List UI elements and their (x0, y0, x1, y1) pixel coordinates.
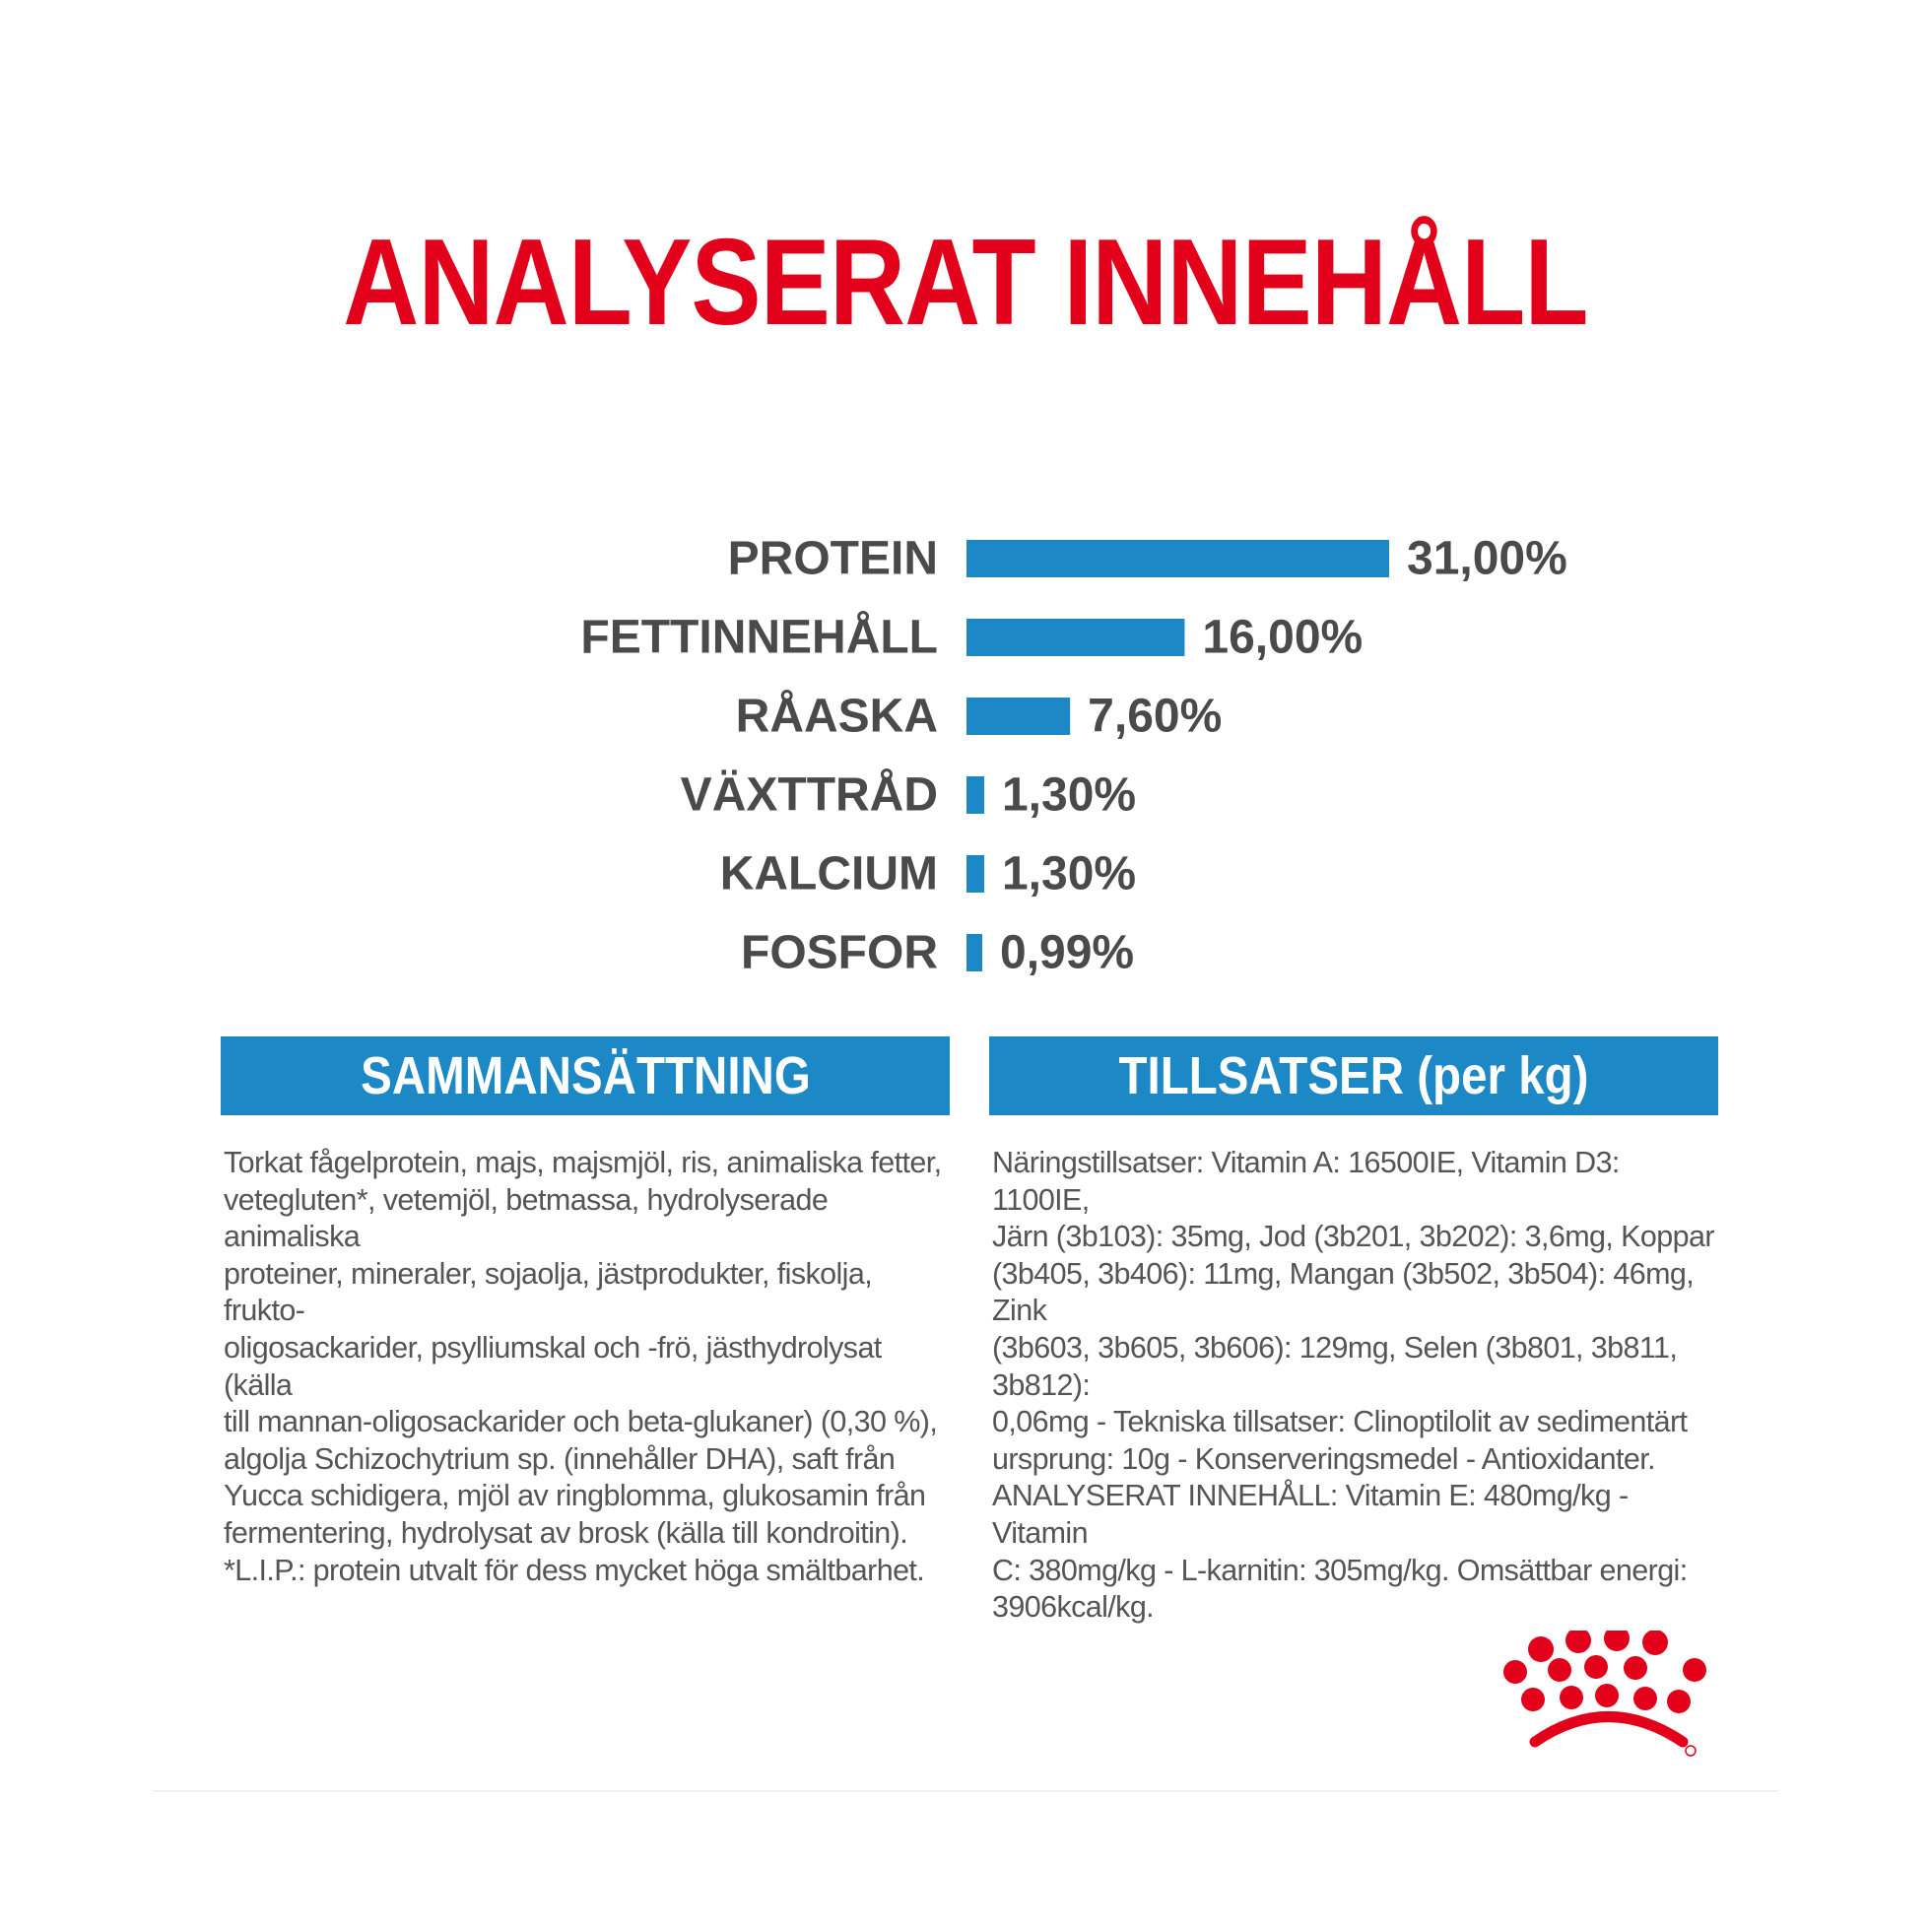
royal-canin-crown-icon (1498, 1631, 1714, 1759)
composition-header-label: SAMMANSÄTTNING (360, 1046, 811, 1105)
category-label: KALCIUM (719, 847, 938, 900)
bar (966, 540, 1389, 577)
additives-header (989, 1036, 1718, 1115)
bar (966, 776, 984, 814)
page-title: ANALYSERAT INNEHÅLL (343, 215, 1588, 351)
bar (966, 934, 982, 971)
value-label: 31,00% (1407, 532, 1567, 585)
category-label: RÅASKA (735, 690, 938, 743)
bottom-divider (153, 1790, 1778, 1792)
composition-text: Torkat fågelprotein, majs, majsmjöl, ris, animaliska fetter, vetegluten*, vetemjöl, betmassa, hydrolyserade animaliska proteiner, mineraler, sojaolja, jästprodukter, fiskolja, frukto- oligosackarider, psylliumskal och -frö, jästhydrolysat (källa till mannan-oligosackarider och beta-glukaner) (0,30 %), algolja Schizochytrium sp. (innehåller DHA), saft från Yucca schidigera, mjöl av ringblomma, glukosamin från fermentering, hydrolysat av brosk (källa till kondroitin). *L.I.P.: protein utvalt för dess mycket höga smältbarhet. (224, 1146, 942, 1587)
additives-text: Näringstillsatser: Vitamin A: 16500IE, Vitamin D3: 1100IE, Järn (3b103): 35mg, Jod (3b201, 3b202): 3,6mg, Koppar (3b405, 3b406): 11mg, Mangan (3b502, 3b504): 46mg, Zink (3b603, 3b605, 3b606): 129mg, Selen (3b801, 3b811, 3b812): 0,06mg - Tekniska tillsatser: Clinoptilolit av sedimentärt ursprung: 10g - Konserveringsmedel - Antioxidanter. ANALYSERAT INNEHÅLL: Vitamin E: 480mg/kg - Vitamin C: 380mg/kg - L-karnitin: 305mg/kg. Omsättbar energi: 3906kcal/kg. (992, 1146, 1714, 1625)
category-label: FOSFOR (741, 926, 938, 979)
category-label: PROTEIN (727, 532, 938, 585)
category-label: VÄXTTRÅD (680, 768, 938, 822)
value-label: 1,30% (1001, 768, 1137, 822)
additives-header-label: TILLSATSER (per kg) (1118, 1046, 1589, 1105)
value-label: 0,99% (1000, 926, 1135, 979)
value-label: 16,00% (1202, 611, 1364, 664)
composition-header (221, 1036, 950, 1115)
bar (966, 698, 1070, 735)
category-label: FETTINNEHÅLL (580, 611, 938, 664)
value-label: 7,60% (1088, 690, 1223, 743)
bar (966, 619, 1184, 656)
value-label: 1,30% (1001, 847, 1137, 900)
bar (966, 855, 984, 893)
